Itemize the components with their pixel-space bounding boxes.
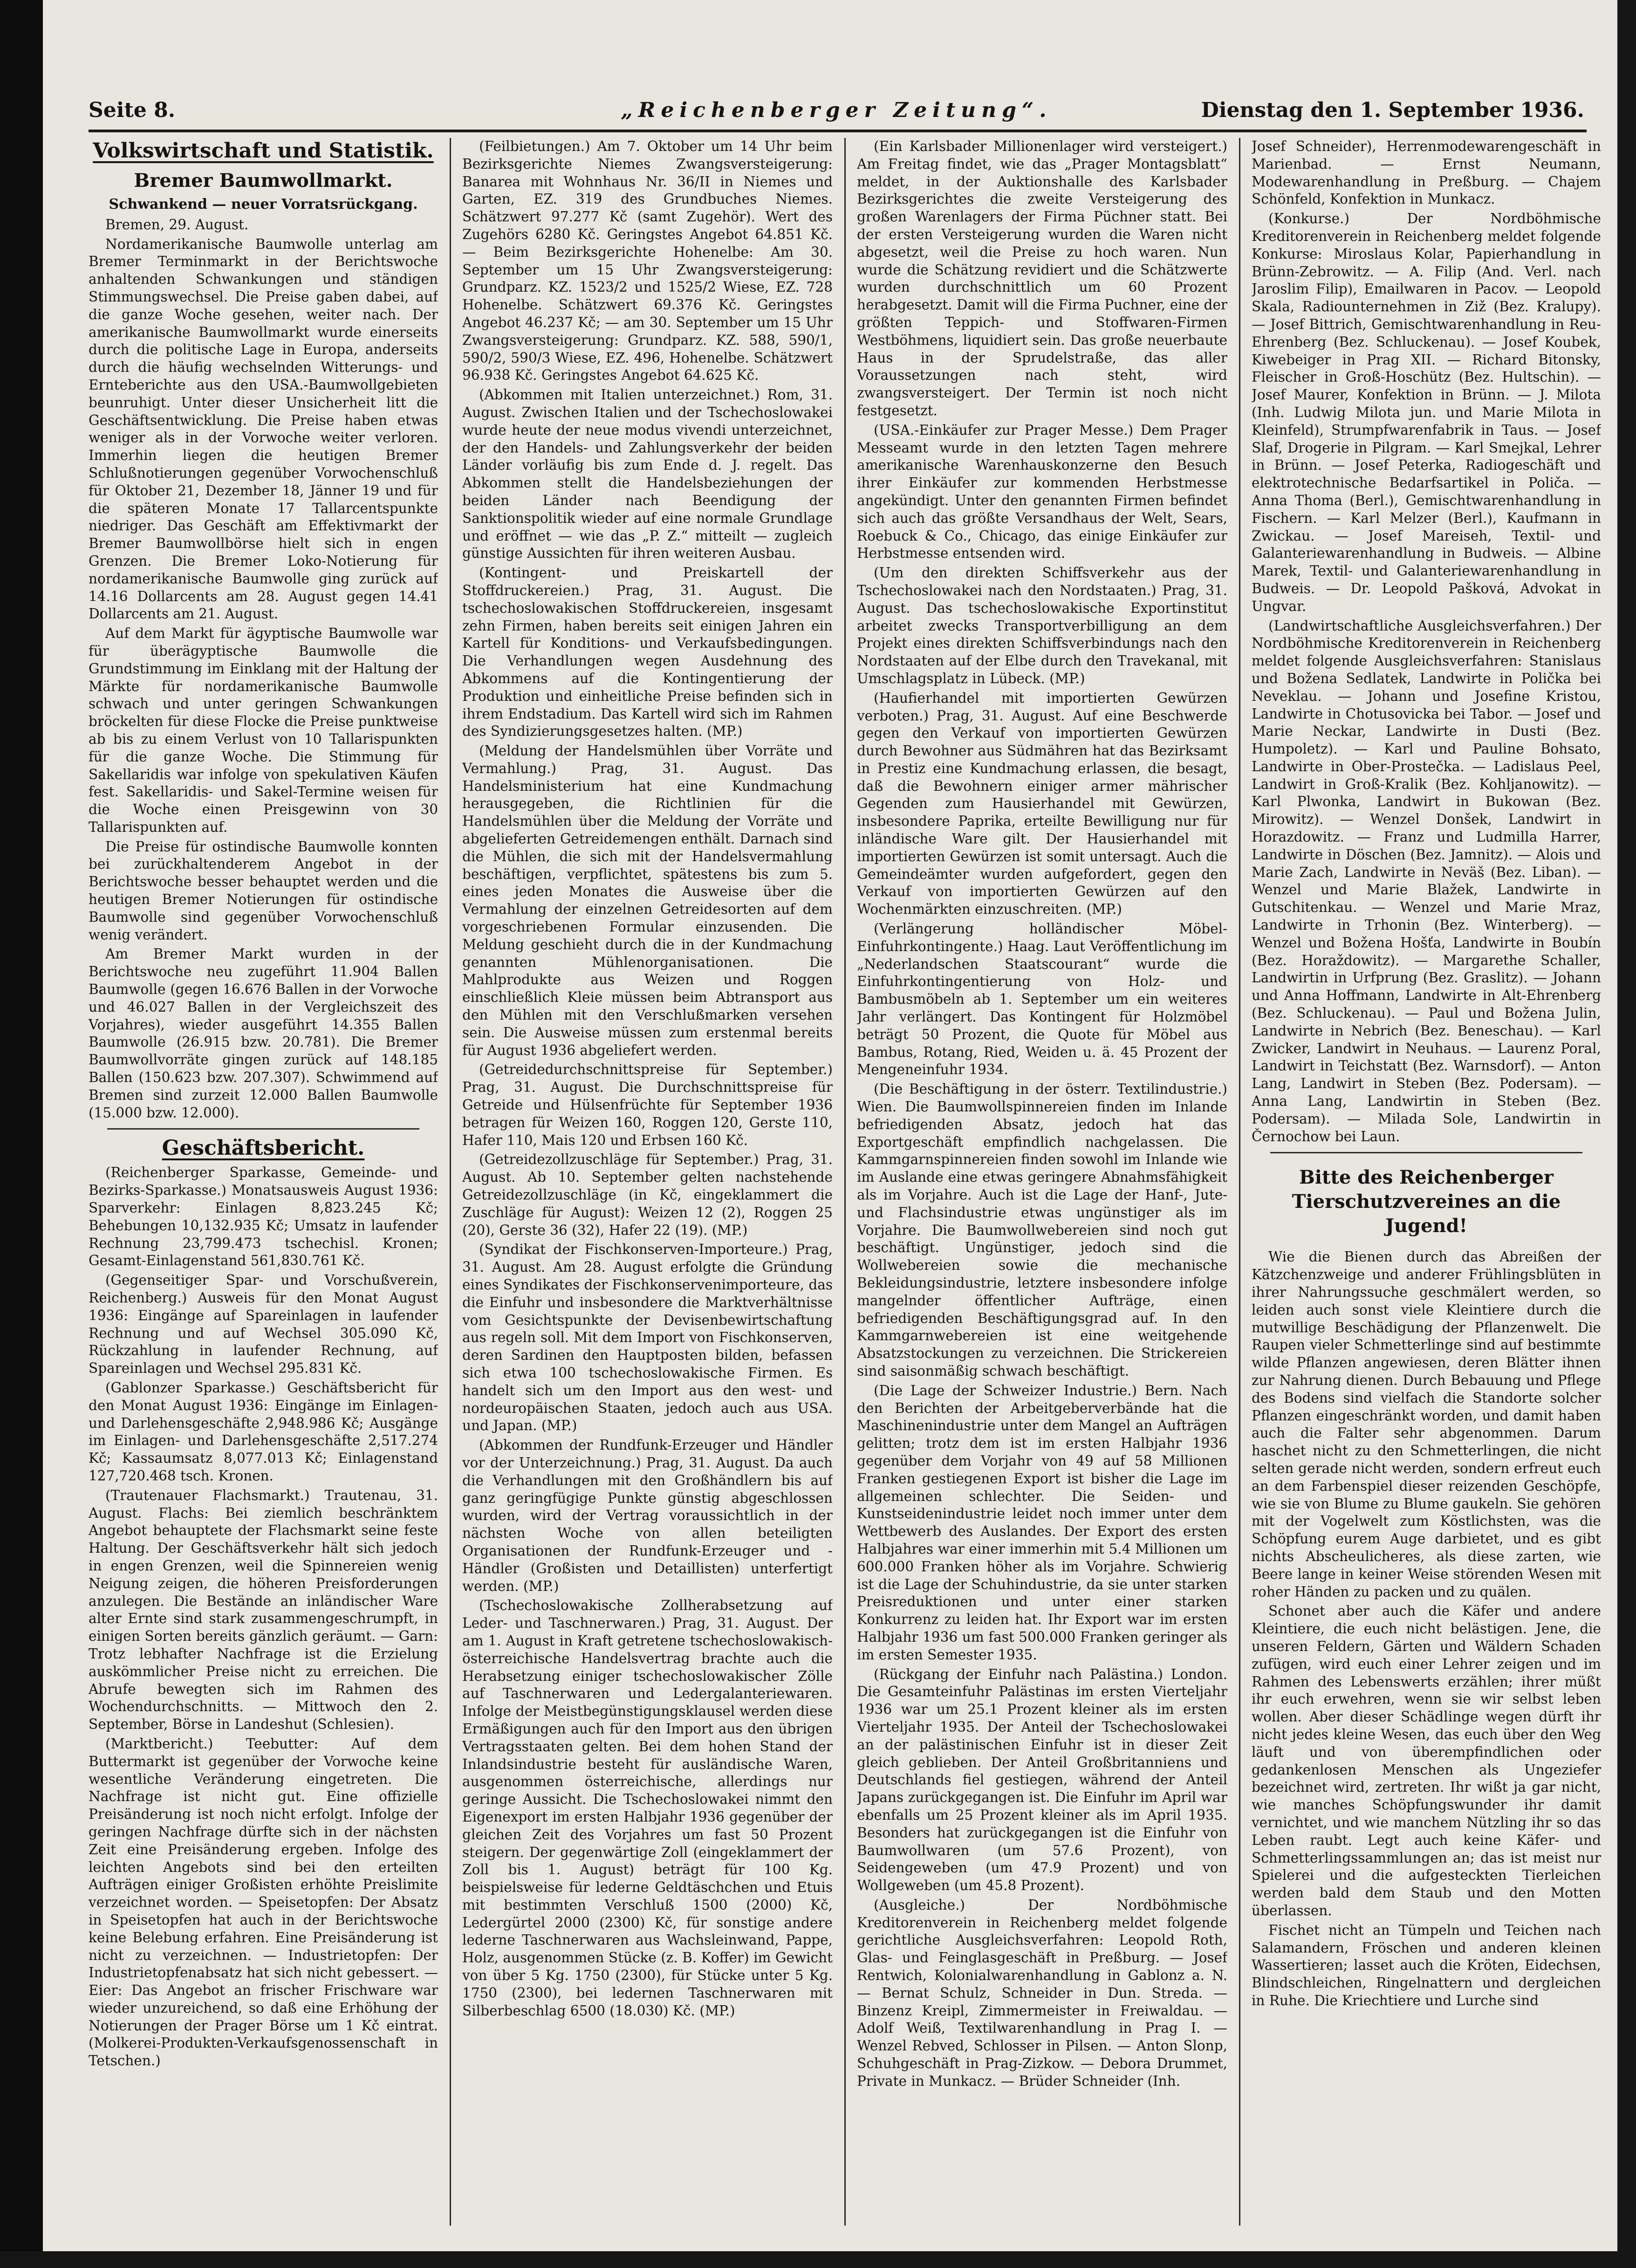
news-item: (Trautenauer Flachsmarkt.) Trautenau, 31. August. Flachs: Bei ziemlich beschränktem Angebot behauptete der Flachsmarkt seine feste Haltung. Der Geschäftsverkehr hält sich jedoch in engen Grenzen, weil die Spinnereien wenig Neigung zeigen, die höheren Preisforderungen anzulegen. Die Bestände an inländischer Ware alter Ernte sind stark zusammengeschrumpft, in einigen Sorten bereits gänzlich geräumt. — Garn: Trotz lebhafter Nachfrage ist die Erzielung auskömmlicher Preise nicht zu erreichen. Die Abrufe bewegten sich im Rahmen des Wochendurchschnitts. — Mittwoch den 2. September, Börse in Landeshut (Schlesien). xyxy=(89,1487,438,1733)
news-item: (Haufierhandel mit importierten Gewürzen verboten.) Prag, 31. August. Auf eine Beschwerde gegen den Verkauf von importierten Gewürzen durch Bewohner aus Südmähren hat das Bezirksamt in Prestiz eine Kundmachung erlassen, die besagt, daß die Bewohnern einiger armer mährischer Gegenden zum Hausierhandel mit Gewürzen, insbesondere Paprika, erteilte Bewilligung nur für inländische Ware gilt. Der Hausierhandel mit importierten Gewürzen ist somit untersagt. Auch die Gemeindeämter wurden aufgefordert, gegen den Verkauf von importierten Gewürzen auf den Wochenmärkten einzuschreiten. (MP.) xyxy=(857,690,1227,918)
article-paragraph: Die Preise für ostindische Baumwolle konnten bei zurückhaltenderem Angebot in der Berichtswoche besser behauptet werden und die heutigen Bremer Notierungen für ostindische Baumwolle sind gegenüber Vorwochenschluß wenig verändert. xyxy=(89,838,438,943)
news-item: (Getreidedurchschnittspreise für September.) Prag, 31. August. Die Durchschnittspreise für Getreide und Hülsenfrüchte für September 1936 betragen für Weizen 160, Roggen 120, Gerste 110, Hafer 110, Mais 120 und Erbsen 160 Kč. xyxy=(462,1062,833,1148)
article-subheadline: Schwankend — neuer Vorratsrückgang. xyxy=(109,196,418,212)
article-paragraph: Bremen, 29. August. xyxy=(105,216,249,233)
appeal-paragraph: Wie die Bienen durch das Abreißen der Kätzchenzweige und anderer Frühlingsblüten in ihrer Nahrungssuche geschmälert werden, so leiden auch sonst viele Kleintiere durch die mutwillige Beschädigung der Pflanzenwelt. Die Raupen vieler Schmetterlinge sind auf bestimmte wilde Pflanzen angewiesen, deren Blätter ihnen zur Nahrung dienen. Durch Bebauung und Pflege des Bodens sind vielfach die Standorte solcher Pflanzen eingeschränkt worden, und damit haben auch die Falter sehr abgenommen. Darum haschet nicht zu den Schmetterlingen, die nicht selten gerade nicht werden, sondern erfreut euch an dem Farbenspiel dieser reizenden Geschöpfe, wie sie von Blume zu Blume gaukeln. Sie gehören mit der Vogelwelt zum Köstlichsten, was die Schöpfung eurem Auge darbietet, und es gibt nichts Abscheulicheres, als diese zarten, wie Beere lange in keiner Weise störenden Wesen mit roher Händen zu packen und zu quälen. xyxy=(1252,1249,1601,1600)
news-item: (Marktbericht.) Teebutter: Auf dem Buttermarkt ist gegenüber der Vorwoche keine wesentliche Veränderung eingetreten. Die Nachfrage ist nicht gut. Eine offizielle Preisänderung ist noch nicht erfolgt. Infolge der geringen Nachfrage dürfte sich in der nächsten Zeit eine Preisänderung ergeben. Infolge des leichten Angebots sind bei den erteilten Aufträgen einiger Großisten erhöhte Preislimite verzeichnet worden. — Speisetopfen: Der Absatz in Speisetopfen hat auch in der Berichtswoche keine Belebung erfahren. Eine Preisänderung ist nicht zu verzeichnen. — Industrietopfen: Der Industrietopfenabsatz hat sich nicht gebessert. — Eier: Das Angebot an frischer Frischware war wieder unzureichend, so daß eine Erhöhung der Notierungen der Prager Börse um 1 Kč eintrat. (Molkerei-Produkten-Verkaufsgenossenschaft in Tetschen.) xyxy=(89,1735,438,2069)
header-rule xyxy=(89,130,1587,132)
news-item: (Gegenseitiger Spar- und Vorschußverein, Reichenberg.) Ausweis für den Monat August 1936: Eingänge auf Spareinlagen in laufender Rechnung und auf Wechsel 305.090 Kč, Rückzahlung in laufender Rechnung, auf Spareinlagen und Wechsel 295.831 Kč. xyxy=(89,1272,438,1377)
scan-border-left xyxy=(0,0,43,2268)
section-heading: Geschäftsbericht. xyxy=(162,1136,365,1160)
article-headline: Bremer Baumwollmarkt. xyxy=(134,170,393,192)
news-item: (Landwirtschaftliche Ausgleichsverfahren.) Der Nordböhmische Kreditorenverein in Reichenberg meldet folgende Ausgleichsverfahren: Stanislaus und Božena Sedlatek, Landwirte in Polička bei Neveklau. — Johann und Josefine Kristou, Landwirte in Chotusovicka bei Tabor. — Josef und Marie Neckar, Landwirte in Dusti (Bez. Humpoletz). — Karl und Pauline Bohsato, Landwirte in Ober-Prostečka. — Ladislaus Peel, Landwirt in Groß-Kralik (Bez. Kohljanowitz). — Karl Plwonka, Landwirt in Bukowan (Bez. Mirowitz). — Wenzel Donšek, Landwirt in Horazdowitz. — Franz und Ludmilla Harrer, Landwirte in Döschen (Bez. Jamnitz). — Alois und Marie Zach, Landwirte in Neväš (Bez. Liban). — Wenzel und Marie Blažek, Landwirte in Gutschitenkau. — Wenzel und Marie Mraz, Landwirte in Trhonin (Bez. Winterberg). — Wenzel und Božena Hošťa, Landwirte in Boubín (Bez. Horaždowitz). — Margarethe Schaller, Landwirtin in Urfprung (Bez. Graslitz). — Johann und Anna Hoffmann, Landwirte in Alt-Ehrenberg (Bez. Schluckenau). — Paul und Božena Julin, Landwirte in Nebrich (Bez. Beneschau). — Karl Zwicker, Landwirt in Neuhaus. — Laurenz Poral, Landwirt in Teichstatt (Bez. Warnsdorf). — Anton Lang, Landwirt in Steben (Bez. Podersam). — Anna Lang, Landwirtin in Steben (Bez. Podersam). — Milada Sole, Landwirtin in Černochow bei Laun. xyxy=(1252,617,1601,1144)
news-item: (Tschechoslowakische Zollherabsetzung auf Leder- und Taschnerwaren.) Prag, 31. August. Der am 1. August in Kraft getretene tschechoslowakisch-österreichische Handelsvertrag brachte auch die Herabsetzung einiger tschechoslowakischer Zölle auf Taschnerwaren und Ledergalanteriewaren. Infolge der Meistbegünstigungsklausel werden diese Ermäßigungen auch für den Import aus den übrigen Vertragsstaaten gelten. Bei dem hohen Stand der Inlandsindustrie besteht für ausländische Waren, ausgenommen österreichische, allerdings nur geringe Aussicht. Die Tschechoslowakei nimmt den Eigenexport im ersten Halbjahr 1936 gegenüber der gleichen Zeit des Vorjahres um fast 50 Prozent steigern. Der gegenwärtige Zoll (eingeklammert der Zoll bis 1. August) beträgt für 100 Kg. beispielsweise für lederne Geldtäschchen und Etuis mit bestimmten Verschluß 1500 (2000) Kč, Ledergürtel 2000 (2300) Kč, für sonstige andere lederne Taschnerwaren aus Wachsleinwand, Pappe, Holz, ausgenommen Stücke (z. B. Koffer) im Gewicht von über 5 Kg. 1750 (2300), für Stücke unter 5 Kg. 1750 (2300), bei ledernen Taschnerwaren mit Silberbeschlag 6500 (18.030) Kč. (MP.) xyxy=(462,1597,833,2019)
news-item: (Feilbietungen.) Am 7. Oktober um 14 Uhr beim Bezirksgerichte Niemes Zwangsversteigerung: Banarea mit Wohnhaus Nr. 36/II in Niemes und Garten, EZ. 319 des Grundbuches Niemes. Schätzwert 97.277 Kč (samt Zugehör). Wert des Zugehörs 6280 Kč. Geringstes Angebot 64.851 Kč. — Beim Bezirksgerichte Hohenelbe: Am 30. September um 15 Uhr Zwangsversteigerung: Grundparz. KZ. 1523/2 und 1525/2 Wiese, EZ. 728 Hohenelbe. Schätzwert 69.376 Kč. Geringstes Angebot 46.237 Kč; — am 30. September um 15 Uhr Zwangsversteigerung: Grundparz. KZ. 588, 590/1, 590/2, 590/3 Wiese, EZ. 496, Hohenelbe. Schätzwert 96.938 Kč. Geringstes Angebot 64.625 Kč. xyxy=(462,138,833,384)
news-item: (Meldung der Handelsmühlen über Vorräte und Vermahlung.) Prag, 31. August. Das Handelsministerium hat eine Kundmachung herausgegeben, die Richtlinien für die Handelsmühlen über die Meldung der Vorräte und abgelieferten Getreidemengen enthält. Darnach sind die Mühlen, die sich mit der Handelsvermahlung beschäftigen, verpflichtet, spätestens bis zum 5. eines jeden Monates die Ausweise über die Vermahlung der einzelnen Getreidesorten auf dem vorgeschriebenen Formular einzusenden. Die Meldung geschieht durch die in der Kundmachung genannten Mühlenorganisationen. Die Mahlprodukte aus Weizen und Roggen einschließlich Kleie müssen beim Abtransport aus den Mühlen mit den Verschlußmarken versehen sein. Die Ausweise müssen zum erstenmal bereits für August 1936 abgeliefert werden. xyxy=(462,743,833,1058)
column-4 xyxy=(1252,138,1601,2221)
article-paragraph: Am Bremer Markt wurden in der Berichtswoche neu zugeführt 11.904 Ballen Baumwolle (gegen 16.676 Ballen in der Vorwoche und 46.027 Ballen in der Vergleichszeit des Vorjahres), wieder ausgeführt 14.355 Ballen Baumwolle (26.915 bzw. 20.781). Die Bremer Baumwollvorräte gingen zurück auf 148.185 Ballen (150.623 bzw. 207.307). Schwimmend auf Bremen sind zurzeit 12.000 Ballen Baumwolle (15.000 bzw. 12.000). xyxy=(89,946,438,1121)
news-item: (Rückgang der Einfuhr nach Palästina.) London. Die Gesamteinfuhr Palästinas im ersten Vierteljahr 1936 war um 25.1 Prozent kleiner als im ersten Vierteljahr 1935. Der Anteil der Tschechoslowakei an der palästinischen Einfuhr ist in dieser Zeit gleich geblieben. Der Anteil Großbritanniens und Deutschlands fiel gestiegen, während der Anteil Japans zurückgegangen ist. Die Einfuhr im April war ebenfalls um 25 Prozent kleiner als im April 1935. Besonders hat zurückgegangen ist die Einfuhr von Baumwollwaren (um 57.6 Prozent), von Seidengeweben (um 47.9 Prozent) und von Wollgeweben (um 45.8 Prozent). xyxy=(857,1666,1227,1894)
news-item: (Reichenberger Sparkasse, Gemeinde- und Bezirks-Sparkasse.) Monatsausweis August 1936: Sparverkehr: Einlagen 8,823.245 Kč; Behebungen 10,132.935 Kč; Umsatz in laufender Rechnung 23,799.473 tschechisl. Kronen; Gesamt-Einlagenstand 561,830.761 Kč. xyxy=(89,1165,438,1269)
news-item: (Getreidezollzuschläge für September.) Prag, 31. August. Ab 10. September gelten nachstehende Getreidezollzuschläge (in Kč, eingeklammert die Zuschläge für August): Weizen 12 (2), Roggen 25 (20), Gerste 36 (32), Hafer 22 (19). (MP.) xyxy=(462,1151,833,1238)
page-header xyxy=(89,96,1584,125)
column-rule xyxy=(844,138,846,2226)
news-item: (Abkommen der Rundfunk-Erzeuger und Händler vor der Unterzeichnung.) Prag, 31. August. Da auch die Verhandlungen mit den Großhändlern bis auf ganz geringfügige Punkte günstig abgeschlossen wurden, wird der Vertrag voraussichtlich in der nächsten Woche von allen beteiligten Organisationen der Rundfunk-Erzeuger und -Händler (Großisten und Detaillisten) unterfertigt werden. (MP.) xyxy=(462,1437,833,1594)
news-item: (Die Lage der Schweizer Industrie.) Bern. Nach den Berichten der Arbeitgeberverbände hat die Maschinenindustrie unter dem Mangel an Aufträgen gelitten; trotz dem ist im ersten Halbjahr 1936 gegenüber dem Vorjahr von 49 auf 58 Millionen Franken gestiegenen Export ist bisher die Lage im allgemeinen schlechter. Die Seiden- und Kunstseidenindustrie leidet noch immer unter dem Wettbewerb des Auslandes. Der Export des ersten Halbjahres war einer immerhin mit 5.4 Millionen um 600.000 Franken höher als im Vorjahre. Schwierig ist die Lage der Schuhindustrie, da sie unter starken Preisreduktionen und unter einer starken Konkurrenz zu leiden hat. Ihr Export war im ersten Halbjahr 1936 um fast 500.000 Franken geringer als im ersten Semester 1935. xyxy=(857,1382,1227,1663)
column-rule xyxy=(450,138,451,2226)
separator xyxy=(1270,1152,1582,1153)
news-item: (Um den direkten Schiffsverkehr aus der Tschechoslowakei nach den Nordstaaten.) Prag, 31. August. Das tschechoslowakische Exportinstitut arbeitet zwecks Transportverbilligung an dem Projekt eines direkten Schiffsverbindungs nach den Nordstaaten auf der Elbe durch den Travekanal, mit Umschlagsplatz in Lübeck. (MP.) xyxy=(857,565,1227,686)
scan-border-right xyxy=(1617,0,1636,2268)
issue-date: Dienstag den 1. September 1936. xyxy=(1201,98,1584,122)
news-item: (Verlängerung holländischer Möbel-Einfuhrkontingente.) Haag. Laut Veröffentlichung im „Nederlandschen Staatscourant“ wurde die Einfuhrkontingentierung von Holz- und Bambusmöbeln ab 1. September um ein weiteres Jahr verlängert. Das Kontingent für Holzmöbel beträgt 50 Prozent, die Quote für Möbel aus Bambus, Rotang, Ried, Weiden u. ä. 45 Prozent der Mengeneinfuhr 1934. xyxy=(857,921,1227,1078)
column-rule xyxy=(1239,138,1240,2226)
news-item: (Syndikat der Fischkonserven-Importeure.) Prag, 31. August. Am 28. August erfolgte die Gründung eines Syndikates der Fischkonservenimporteure, das die Einfuhr und insbesondere die Marktverhältnisse vom Gesichtspunkte der Devisenbewirtschaftung aus regeln soll. Mit dem Import von Fischkonserven, deren Sardinen den Hauptposten bilden, befassen sich etwa 100 tschechoslowakische Firmen. Es handelt sich um den Import aus den west- und nordeuropäischen Staaten, jedoch auch aus USA. und Japan. (MP.) xyxy=(462,1241,833,1434)
separator xyxy=(107,1128,419,1130)
column-3 xyxy=(857,138,1227,2221)
appeal-paragraph: Fischet nicht an Tümpeln und Teichen nach Salamandern, Fröschen und anderen kleinen Wassertieren; lasset auch die Kröten, Eidechsen, Blindschleichen, Ringelnattern und dergleichen in Ruhe. Die Kriechtiere und Lurche sind xyxy=(1252,1922,1601,2008)
news-item-continued: Josef Schneider), Herrenmodewarengeschäft in Marienbad. — Ernst Neumann, Modewarenhandlung in Preßburg. — Chajem Schönfeld, Konfektion in Munkacz. xyxy=(1252,138,1601,207)
column-2 xyxy=(462,138,833,2221)
newspaper-title: „Reichenberger Zeitung“. xyxy=(621,98,1052,122)
appeal-paragraph: Schonet aber auch die Käfer und andere Kleintiere, die euch nicht belästigen. Jene, die unseren Feldern, Gärten und Wäldern Schaden zufügen, wird euch einer Lehrer zeigen und im Rahmen des Lebenswerts erzählen; ihrer müßt ihr euch erwehren, wenn sie wir selbst leben wollen. Aber dieser Schädlinge wegen dürft ihr nicht jedes kleine Wesen, das euch über den Weg läuft und von überempfindlichen oder gedankenlosen Menschen als Ungeziefer bezeichnet wird, zertreten. Ihr wißt ja gar nicht, wie manches Schöpfungswunder ihr damit vernichtet, und wie manchem Nützling ihr so das Leben raubt. Legt auch keine Käfer- und Schmetterlingssammlungen an; das ist meist nur Spielerei und die aufgesteckten Tierleichen werden bald dem Staub und den Motten überlassen. xyxy=(1252,1603,1601,1919)
appeal-headline: Bitte des Reichenberger Tierschutzvereines an die Jugend! xyxy=(1292,1166,1561,1237)
section-heading: Volkswirtschaft und Statistik. xyxy=(93,139,434,163)
article-paragraph: Nordamerikanische Baumwolle unterlag am Bremer Terminmarkt in der Berichtswoche anhaltenden Schwankungen und ständigen Stimmungswechsel. Die Preise gaben dabei, auf die ganze Woche gesehen, weiter nach. Der amerikanische Baumwollmarkt wurde einerseits durch die politische Lage in Europa, anderseits durch die häufig wechselnden Witterungs- und Ernteberichte aus den USA.-Baumwollgebieten beunruhigt. Unter dieser Unsicherheit litt die Geschäftsentwicklung. Die Preise haben etwas weniger als in der Vorwoche weiter verloren. Immerhin liegen die heutigen Bremer Schlußnotierungen gegenüber Vorwochenschluß für Oktober 21, Dezember 18, Jänner 19 und für die späteren Monate 17 Tallarcentspunkte niedriger. Das Geschäft am Effektivmarkt der Bremer Baumwollbörse hielt sich in engen Grenzen. Die Bremer Loko-Notierung für nordamerikanische Baumwolle ging zurück auf 14.16 Dollarcents am 28. August gegen 14.41 Dollarcents am 21. August. xyxy=(89,236,438,622)
news-item: (Die Beschäftigung in der österr. Textilindustrie.) Wien. Die Baumwollspinnereien finden im Inlande befriedigenden Absatz, jedoch hat das Exportgeschäft empfindlich nachgelassen. Die Kammgarnspinnereien finden sowohl im Inlande wie im Auslande eine etwas geringere Abnahmsfähigkeit als im Vorjahre. Auch ist die Lage der Hanf-, Jute- und Flachsindustrie etwas ungünstiger als im Vorjahre. Die Baumwollwebereien sind noch gut beschäftigt. Ungünstiger, jedoch sind die Wollwebereien sowie die mechanische Bekleidungsindustrie, letztere insbesondere infolge mangelnder öffentlicher Aufträge, einen befriedigenden Beschäftigungsgrad auf. In den Kammgarnwebereien ist eine weitgehende Absatzstockungen zu verzeichnen. Die Strickereien sind saisonmäßig schwach beschäftigt. xyxy=(857,1081,1227,1379)
news-item: (Ein Karlsbader Millionenlager wird versteigert.) Am Freitag findet, wie das „Prager Montagsblatt“ meldet, in der Auktionshalle des Karlsbader Bezirksgerichtes die zweite Versteigerung des großen Warenlagers der Firma Püchner statt. Bei der ersten Versteigerung wurden die Waren nicht abgesetzt, weil die Preise zu hoch waren. Nun wurde die Schätzung revidiert und die Schätzwerte wurden durchschnittlich um 60 Prozent herabgesetzt. Damit will die Firma Puchner, eine der größten Teppich- und Stoffwaren-Firmen Westböhmens, liquidiert sein. Das große neuerbaute Haus in der Sprudelstraße, das aller Voraussetzungen nach steht, wird zwangsversteigert. Der Termin ist noch nicht festgesetzt. xyxy=(857,138,1227,418)
scan-border-bottom xyxy=(0,2251,1636,2268)
article-paragraph: Auf dem Markt für ägyptische Baumwolle war für überägyptische Baumwolle die Grundstimmung im Einklang mit der Haltung der Märkte für nordamerikanische Baumwolle schwach und unter geringen Schwankungen bröckelten für diese Flocke die Preise punktweise ab bis zu einem Verlust von 10 Tallarispunkten für die ganze Woche. Die Stimmung für Sakellaridis war infolge von spekulativen Käufen fest. Sakellaridis- und Sakel-Termine weisen für die Woche einen Preisgewinn von 30 Tallarispunkten auf. xyxy=(89,625,438,835)
news-item: (Gablonzer Sparkasse.) Geschäftsbericht für den Monat August 1936: Eingänge im Einlagen- und Darlehensgeschäfte 2,948.986 Kč; Ausgänge im Einlagen- und Darlehensgeschäfte 2,517.274 Kč; Kassaumsatz 8,077.013 Kč; Einlagenstand 127,720.468 tsch. Kronen. xyxy=(89,1380,438,1484)
news-item: (Abkommen mit Italien unterzeichnet.) Rom, 31. August. Zwischen Italien und der Tschechoslowakei wurde heute der neue modus vivendi unterzeichnet, der den Handels- und Zahlungsverkehr der beiden Länder vorläufig bis zum Ende d. J. regelt. Das Abkommen stellt die Handelsbeziehungen der beiden Länder nach Beendigung der Sanktionspolitik wieder auf eine normale Grundlage und eröffnet — wie das „P. Z.“ mitteilt — zugleich günstige Aussichten für ihren weiteren Ausbau. xyxy=(462,387,833,562)
news-item: (Ausgleiche.) Der Nordböhmische Kreditorenverein in Reichenberg meldet folgende gerichtliche Ausgleichsverfahren: Leopold Roth, Glas- und Feinglasgeschäft in Preßburg. — Josef Rentwich, Kolonialwarenhandlung in Gablonz a. N. — Bernat Schulz, Schneider in Dun. Streda. — Binzenz Kreipl, Zimmermeister in Freiwaldau. — Adolf Weiß, Textilwarenhandlung in Prag I. — Wenzel Rebved, Schlosser in Pilsen. — Anton Slonp, Schuhgeschäft in Prag-Zizkow. — Debora Drummet, Private in Munkacz. — Brüder Schneider (Inh. xyxy=(857,1897,1227,2089)
news-item: (Konkurse.) Der Nordböhmische Kreditorenverein in Reichenberg meldet folgende Konkurse: Miroslaus Kolar, Papierhandlung in Brünn-Zebrowitz. — A. Filip (And. Verl. nach Jaroslim Filip), Emailwaren in Pacov. — Leopold Skala, Radiounternehmen in Ziž (Bez. Kralupy). — Josef Bittrich, Gemischtwarenhandlung in Reu-Ehrenberg (Bez. Schluckenau). — Josef Koubek, Kiwebeiger in Prag XII. — Richard Bitonsky, Fleischer in Groß-Hoschütz (Bez. Hultschin). — Josef Maurer, Konfektion in Brünn. — J. Milota (Inh. Ludwig Milota jun. und Marie Milota in Kleinfeld), Strumpfwarenfabrik in Taus. — Josef Slaf, Drogerie in Pilgram. — Karl Smejkal, Lehrer in Brünn. — Josef Peterka, Radiogeschäft und elektrotechnische Bedarfsartikel in Poliča. — Anna Thoma (Berl.), Gemischtwarenhandlung in Fischern. — Karl Melzer (Berl.), Kaufmann in Zwickau. — Josef Mareiseh, Textil- und Galanteriewarenhandlung in Budweis. — Albine Marek, Textil- und Galanteriewarenhandlung in Budweis. — Dr. Leopold Pašková, Advokat in Ungvar. xyxy=(1252,211,1601,614)
column-1 xyxy=(89,138,438,2221)
page-number: Seite 8. xyxy=(89,98,176,122)
news-item: (USA.-Einkäufer zur Prager Messe.) Dem Prager Messeamt wurde in den letzten Tagen mehrere amerikanische Warenhauskonzerne den Besuch ihrer Einkäufer zur kommenden Herbstmesse angekündigt. Unter den genannten Firmen befindet sich auch das größte Versandhaus der Welt, Sears, Roebuck & Co., Chicago, das einige Einkäufer zur Herbstmesse entsenden wird. xyxy=(857,422,1227,562)
news-item: (Kontingent- und Preiskartell der Stoffdruckereien.) Prag, 31. August. Die tschechoslowakischen Stoffdruckereien, insgesamt zehn Firmen, haben bereits seit einigen Jahren ein Kartell für Konditions- und Verkaufsbedingungen. Die Verhandlungen wegen Ausdehnung des Abkommens auf die Kontingentierung der Produktion und einheitliche Preise befinden sich in ihrem Endstadium. Das Kartell wird sich im Rahmen des Syndizierungsgesetzes halten. (MP.) xyxy=(462,565,833,740)
